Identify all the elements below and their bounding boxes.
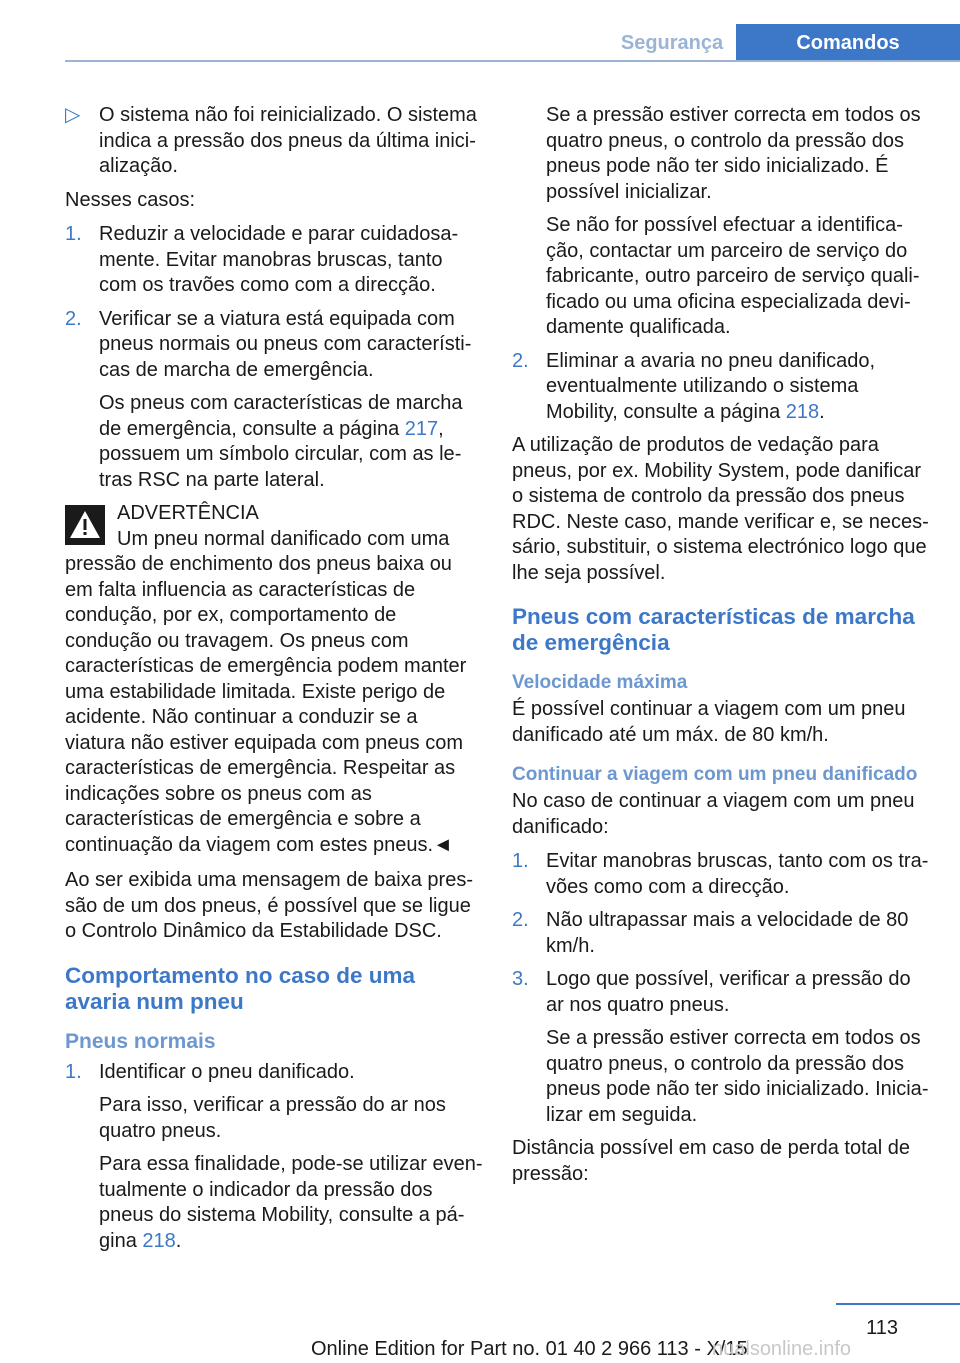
- right-column: [512, 103, 930, 1196]
- list-item-subtext: Os pneus com características de marcha de emergência, consulte a página 217, possuem um símbolo circular, com as letras RSC na parte lateral.: [99, 392, 463, 491]
- list-item-text: Identificar o pneu danificado.: [99, 1060, 355, 1083]
- warning-icon: [65, 505, 105, 545]
- page-link[interactable]: 217: [404, 417, 439, 440]
- list-item-subtext: Para isso, verificar a pressão do ar nos quatro pneus.: [99, 1094, 446, 1142]
- warning-text: Um pneu normal danificado com uma: [117, 527, 450, 550]
- subsection-heading: Pneus normais: [65, 1029, 216, 1053]
- list-item-subtext: Se não for possível efectuar a identificação, contactar um parceiro de serviço do fabricante, outro parceiro de serviço qualificado ou uma oficina especializada devidamente qualificada.: [546, 214, 920, 338]
- list-item: [512, 908, 930, 959]
- triangle-marker-icon: ▷: [65, 104, 81, 126]
- list-item-text: Logo que possível, verificar a pressão do ar nos quatro pneus.: [546, 968, 911, 1016]
- list-item: [65, 307, 483, 494]
- warning-text: pressão de enchimento dos pneus baixa ou em falta influencia as características de condução, por ex, comportamento de condução ou travagem. Os pneus com características de emergência podem manter uma estabilidade limitada. Existe perigo de acidente. Não continuar a conduzir se a viatura não estiver equipada com pneus com características de emergência. Respeitar as indicações sobre os pneus com as características de emergência e sobre a continuação da viagem com estes pneus.◄: [65, 553, 467, 856]
- list-item: [65, 103, 483, 180]
- list-item: [512, 967, 930, 1128]
- list-item: [512, 849, 930, 900]
- chapter-tab[interactable]: Comandos: [736, 24, 960, 62]
- left-column: [65, 103, 483, 1262]
- paragraph: Nesses casos:: [65, 188, 196, 211]
- subsection-heading: Velocidade máxima: [512, 672, 688, 693]
- list-item-subtext: Para essa finalidade, pode-se utilizar eventualmente o indicador da pressão dos pneus do sistema Mobility, consulte a página 218.: [99, 1153, 483, 1252]
- list-item-subtext: Se a pressão estiver correcta em todos os quatro pneus, o controlo da pressão dos pneus pode não ter sido inicializado. É possível inicializar.: [546, 104, 921, 203]
- paragraph: Distância possível em caso de perda total de pressão:: [512, 1137, 910, 1185]
- paragraph: No caso de continuar a viagem com um pneu danificado:: [512, 790, 915, 838]
- list-item-text: Reduzir a velocidade e parar cuidadosamente. Evitar manobras bruscas, tanto com os travões como com a direcção.: [99, 223, 459, 296]
- list-item-text: Evitar manobras bruscas, tanto com os travões como com a direcção.: [546, 850, 929, 898]
- list-item-text: Eliminar a avaria no pneu danificado, eventualmente utilizando o sistema Mobility, consulte a página 218.: [546, 349, 876, 423]
- warning-title: ADVERTÊNCIA: [117, 502, 259, 524]
- list-item-text: O sistema não foi reinicializado. O sistema indica a pressão dos pneus da última inicialização.: [99, 104, 477, 177]
- header-rule: [65, 60, 960, 62]
- list-item: [65, 222, 483, 299]
- edition-text: Online Edition for Part no. 01 40 2 966 113 - X/15: [311, 1338, 748, 1360]
- section-heading: Comportamento no caso de uma avaria num pneu: [65, 962, 416, 1014]
- list-item-subtext: Se a pressão estiver correcta em todos os quatro pneus, o controlo da pressão dos pneus pode não ter sido inicializado. Inicializar em seguida.: [546, 1027, 929, 1126]
- page-number: 113: [866, 1317, 898, 1339]
- subsection-heading: Continuar a viagem com um pneu danificado: [512, 764, 918, 785]
- list-item-text: Não ultrapassar mais a velocidade de 80 km/h.: [546, 909, 909, 957]
- list-number: 2.: [65, 307, 82, 330]
- page-link[interactable]: 218: [785, 400, 820, 423]
- watermark: nualsonline.info: [712, 1338, 851, 1360]
- list-number: 2.: [512, 349, 529, 372]
- list-item-text: Verificar se a viatura está equipada com pneus normais ou pneus com características de marcha de emergência.: [99, 307, 472, 381]
- list-number: 1.: [65, 1060, 82, 1083]
- paragraph: A utilização de produtos de vedação para pneus, por ex. Mobility System, pode danificar o sistema de controlo da pressão dos pneus RDC. Neste caso, mande verificar e, se necessário, substituir, o sistema electrónico logo que lhe seja possível.: [512, 434, 929, 584]
- page-link[interactable]: 218: [142, 1229, 176, 1252]
- list-number: 1.: [65, 223, 82, 245]
- paragraph: Ao ser exibida uma mensagem de baixa pressão de um dos pneus, é possível que se ligue o Controlo Dinâmico da Estabilidade DSC.: [65, 869, 473, 942]
- list-number: 1.: [512, 850, 529, 872]
- list-number: 2.: [512, 909, 529, 931]
- warning-box: [65, 501, 483, 858]
- list-item: [65, 1060, 483, 1255]
- paragraph: É possível continuar a viagem com um pneu danificado até um máx. de 80 km/h.: [512, 698, 906, 746]
- section-tab[interactable]: Segurança: [620, 32, 724, 54]
- list-number: 3.: [512, 968, 529, 990]
- section-heading: Pneus com características de marcha de emergência: [512, 604, 915, 655]
- list-item: [512, 349, 930, 426]
- footer-rule: [836, 1303, 960, 1305]
